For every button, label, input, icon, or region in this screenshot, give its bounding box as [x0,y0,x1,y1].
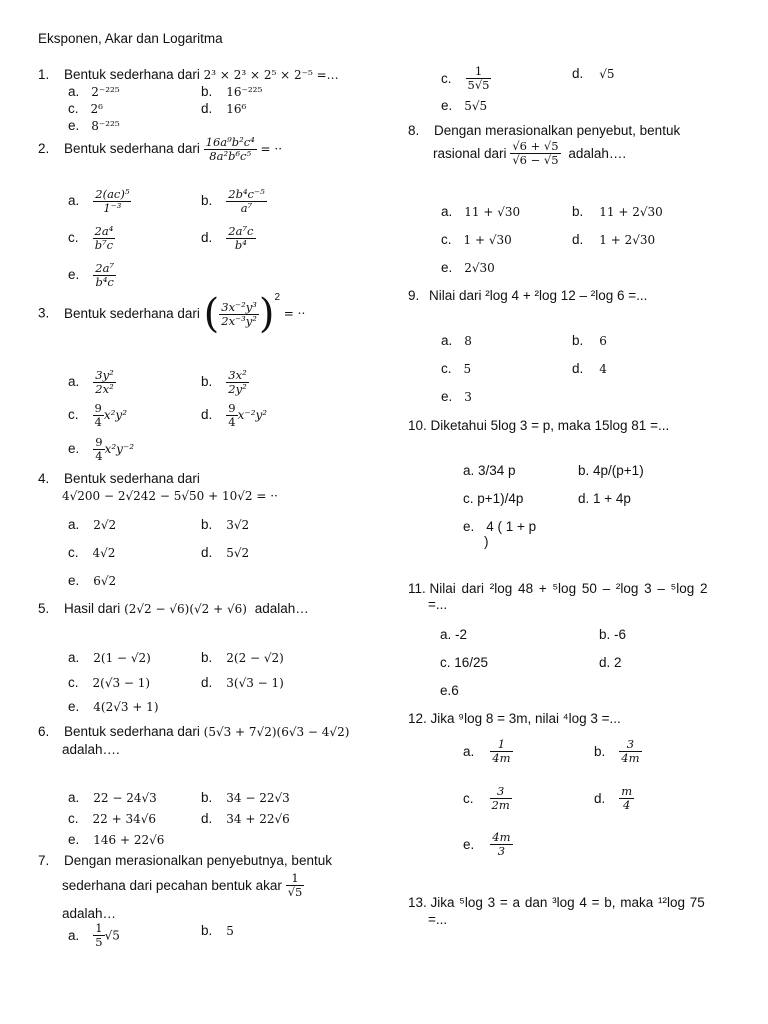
option-b: b. 16⁻²²⁵ [201,84,263,99]
question-number: 1. [38,67,50,82]
option-d: d. 1 + 4p [578,491,631,506]
option-d: d. $\frac{m}{4}$ [594,784,633,812]
option-c: c. p+1)/4p [463,491,524,506]
question-number: 12. [408,711,427,726]
option-c: c. 1 + √30 [441,232,512,247]
option-a: a. 2⁻²²⁵ [68,84,120,99]
question-text: Bentuk sederhana dari [64,724,200,739]
option-e-wrap: ) [484,534,489,549]
question-3: 3. Bentuk sederhana dari ( $\frac{\text{3x⁻²y³}}{\text{2x⁻³y²}}$ )$^2$ = ·· [38,291,306,337]
option-c: c. $\frac{\text{2a⁴}}{\text{b⁷c}}$ [68,224,114,252]
option-a: a. $\frac{1}{5}$ √5 [68,921,120,949]
option-b: b. 5 [201,923,234,938]
question-6 [38,724,349,739]
option-e: e.6 [440,683,459,698]
option-a: a. 8 [441,333,472,348]
question-text: Hasil dari [64,601,121,616]
option-d: d. 5√2 [201,545,250,560]
question-text-line2: sederhana dari pecahan bentuk akar $\frac{1}{√5}$ [62,871,303,899]
option-c: c. 16/25 [440,655,489,670]
question-7 [38,853,332,868]
question-expression: 2³ × 2³ × 2⁵ × 2⁻⁵ =… [203,68,339,82]
page-title: Eksponen, Akar dan Logaritma [38,31,223,46]
question-number: 11. [408,581,426,596]
option-c: c. 2⁶ [68,101,103,116]
option-b: b. $\frac{\text{3x²}}{\text{2y²}}$ [201,368,247,396]
option-d: d. √5 [572,66,615,81]
question-number: 5. [38,601,50,616]
option-b: b. 6 [572,333,607,348]
option-e: e. 8⁻²²⁵ [68,118,120,133]
option-c: c. $\frac{1}{5√5}$ [441,64,490,92]
option-b: b. 34 − 22√3 [201,790,290,805]
question-text-line2: adalah…. [62,742,120,757]
option-e: e. $\frac{9}{4}$ x²y⁻² [68,435,135,463]
question-number: 13. [408,895,427,910]
question-1 [38,67,339,82]
option-c: c. 2(√3 − 1) [68,675,151,690]
question-number: 4. [38,471,50,486]
option-e: e. 4 ( 1 + p [463,519,537,534]
question-text: Diketahui 5log 3 = p, maka 15log 81 =... [430,418,670,433]
question-text-line2: rasional dari $\frac{√6 + √5}{√6 - √5}$ adalah…. [433,139,627,167]
question-2: 2. Bentuk sederhana dari $\frac{\text{16a⁹b²c⁴}}{\text{8a²b⁶c⁵}}$ = ·· [38,135,283,163]
option-e: e. 146 + 22√6 [68,832,165,847]
option-d: d. 1 + 2√30 [572,232,656,247]
question-number: 9. [408,288,420,303]
question-text: Bentuk sederhana dari [64,305,200,321]
option-c: c. 4√2 [68,545,116,560]
question-5: 5. Hasil dari (2√2 − √6)(√2 + √6) adalah… [38,601,309,616]
question-text-line2: =... [428,912,448,927]
option-c: c. 22 + 34√6 [68,811,157,826]
option-a: a. -2 [440,627,468,642]
option-d: d. 2 [599,655,622,670]
question-expression: (2√2 − √6)(√2 + √6) [124,602,247,616]
option-e: e. 5√5 [441,98,488,113]
option-b: b. 4p/(p+1) [578,463,644,478]
question-number: 7. [38,853,50,868]
option-b: b. 2(2 − √2) [201,650,284,665]
option-d: d. 16⁶ [201,101,247,116]
option-a: a. 11 + √30 [441,204,521,219]
option-d: d. 3(√3 − 1) [201,675,284,690]
option-e: e. $\frac{\text{2a⁷}}{\text{b⁴c}}$ [68,261,115,289]
question-fraction: $\frac{\text{16a⁹b²c⁴}}{\text{8a²b⁶c⁵}}$ [205,135,255,163]
option-a: a. 3/34 p [463,463,516,478]
option-d: d. $\frac{9}{4}$ x⁻²y² [201,401,268,429]
question-text-line2: =... [428,597,448,612]
question-text: Jika ⁹log 8 = 3m, nilai ⁴log 3 =... [430,711,621,726]
option-b: b. $\frac{3}{4m}$ [594,737,640,765]
question-expression: 4√200 − 2√242 − 5√50 + 10√2 = ·· [62,489,278,503]
option-a: a. 2√2 [68,517,117,532]
option-e: e. $\frac{4m}{3}$ [463,830,511,858]
option-b: b. 3√2 [201,517,250,532]
option-e: e. 6√2 [68,573,117,588]
question-number: 10. [408,418,427,433]
option-a: a. $\frac{1}{4m}$ [463,737,511,765]
question-text: Bentuk sederhana dari [64,471,200,486]
question-text: Dengan merasionalkan penyebutnya, bentuk [64,853,332,868]
option-b: b. -6 [599,627,627,642]
option-c: c. 5 [441,361,472,376]
question-text: Bentuk sederhana dari [64,67,200,82]
question-number: 3. [38,305,50,321]
option-a: a. $\frac{\text{3y²}}{\text{2x²}}$ [68,368,114,396]
option-e: e. 2√30 [441,260,495,275]
option-d: d. 4 [572,361,607,376]
question-text: Nilai dari ²log 4 + ²log 12 – ²log 6 =... [429,288,648,303]
option-d: d. $\frac{\text{2a⁷c}}{\text{b⁴}}$ [201,224,254,252]
option-b: b. 11 + 2√30 [572,204,663,219]
question-text: Jika ⁵log 3 = a dan ³log 4 = b, maka ¹²log 75 [430,895,705,910]
option-e: e. 4(2√3 + 1) [68,699,159,714]
question-text: Bentuk sederhana dari [64,141,200,157]
question-number: 2. [38,141,50,157]
question-expression: (5√3 + 7√2)(6√3 − 4√2) [203,725,350,739]
option-a: a. $\frac{\text{2(ac)⁵}}{\text{1⁻³}}$ [68,187,130,215]
option-c: c. $\frac{9}{4}$ x²y² [68,401,128,429]
question-13 [408,895,705,910]
question-number: 8. [408,123,420,138]
question-12 [408,711,621,726]
question-4 [38,471,200,486]
question-number: 6. [38,724,50,739]
option-e: e. 3 [441,389,472,404]
option-a: a. 2(1 − √2) [68,650,151,665]
question-text-line3: adalah… [62,906,117,921]
question-10 [408,418,669,433]
question-11 [408,581,708,596]
option-b: b. $\frac{\text{2b⁴c⁻⁵}}{\text{a⁷}}$ [201,187,265,215]
question-9 [408,288,647,303]
question-text: Dengan merasionalkan penyebut, bentuk [434,123,681,138]
option-d: d. 34 + 22√6 [201,811,290,826]
option-a: a. 22 − 24√3 [68,790,157,805]
option-c: c. $\frac{3}{2m}$ [463,784,510,812]
question-text: Nilai dari ²log 48 + ⁵log 50 – ²log 3 – ⁵log 2 [429,581,708,596]
question-8 [408,123,680,138]
